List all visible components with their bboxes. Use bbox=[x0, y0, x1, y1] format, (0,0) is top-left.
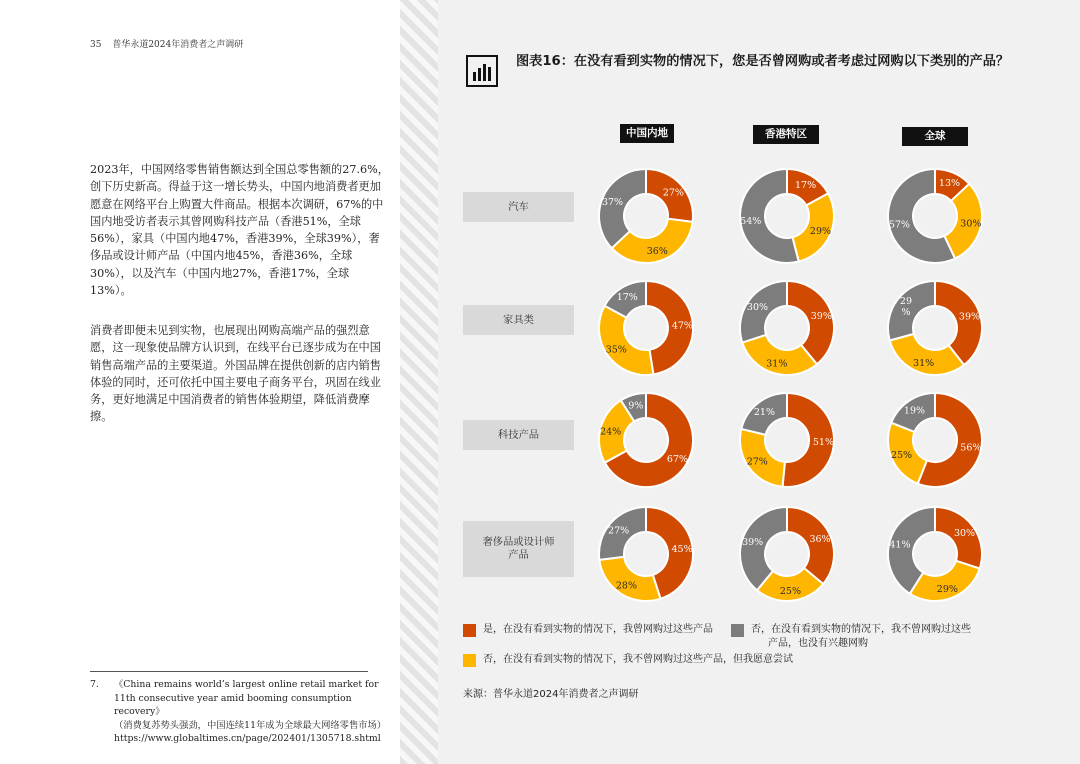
donut-label-cars-mainland-no-interest: 37% bbox=[601, 197, 624, 209]
legend-label-would-try: 否，在没有看到实物的情况下，我不曾网购过这些产品，但我愿意尝试 bbox=[483, 654, 793, 665]
page-number: 35 bbox=[90, 40, 102, 50]
donut-label-tech-global-no-interest: 19% bbox=[903, 405, 926, 417]
category-label-tech: 科技产品 bbox=[463, 420, 574, 450]
body-paragraph-2: 消费者即便未见到实物，也展现出网购高端产品的强烈意愿，这一现象使品牌方认识到，在线平台已逐步成为在中国销售高端产品的主要渠道。外国品牌在提供创新的店内销售体验的同时，还可依托中国主要电子商务平台，巩固在线业务，更好地满足中国消费者的销售体验期望，降低消费摩擦。 bbox=[90, 324, 381, 424]
body-paragraph-1: 2023年，中国网络零售销售额达到全国总零售额的27.6%，创下历史新高。得益于这一增长势头，中国内地消费者更加愿意在网络平台上购置大件商品。根据本次调研，67%的中国内地受访者表示其曾网购科技产品（香港51%，全球56%），家具（中国内地47%，香港39%，全球39%），奢侈品或设计师产品（中国内地45%，香港36%，全球30%），以及汽车（中国内地27%，香港17%，全球13%）。 bbox=[90, 163, 389, 298]
donut-label-tech-hongkong-yes: 51% bbox=[812, 437, 835, 449]
donut-label-tech-global-would-try: 25% bbox=[890, 449, 913, 461]
legend-label-no-interest-line2: 产品，也没有兴趣网购 bbox=[768, 638, 868, 649]
donut-label-luxury-mainland-yes: 45% bbox=[671, 543, 693, 555]
donut-label-tech-mainland-no-interest: 9% bbox=[628, 400, 644, 412]
report-title: 普华永道2024年消费者之声调研 bbox=[112, 40, 244, 50]
donut-label-furniture-hongkong-would-try: 31% bbox=[766, 358, 788, 370]
figure-title: 图表16：在没有看到实物的情况下，您是否曾网购或者考虑过网购以下类别的产品？ bbox=[516, 54, 1010, 69]
donut-label-tech-hongkong-no-interest: 21% bbox=[753, 406, 775, 418]
donut-label-cars-global-would-try: 30% bbox=[960, 218, 982, 230]
source-note: 来源：普华永道2024年消费者之声调研 bbox=[463, 689, 639, 700]
category-label-furniture: 家具类 bbox=[463, 305, 574, 335]
region-label-global: 全球 bbox=[902, 127, 968, 146]
legend-swatch-yes bbox=[463, 624, 476, 637]
footnote-english-title: 《China remains world’s largest online retail market for 11th consecutive year amid booming consumption recovery》 bbox=[114, 679, 379, 717]
donut-label-cars-hongkong-yes: 17% bbox=[795, 180, 817, 192]
donut-label-furniture-hongkong-yes: 39% bbox=[810, 311, 832, 323]
donut-label-cars-hongkong-no-interest: 54% bbox=[740, 216, 762, 228]
donut-label-luxury-global-yes: 30% bbox=[953, 528, 976, 540]
donut-label-tech-hongkong-would-try: 27% bbox=[746, 456, 768, 468]
donut-slice-furniture-global-no-interest bbox=[888, 281, 935, 341]
region-label-mainland: 中国内地 bbox=[620, 124, 674, 143]
donut-label-furniture-global-yes: 39% bbox=[958, 311, 981, 323]
donut-label-furniture-mainland-yes: 47% bbox=[671, 320, 693, 332]
donut-label-cars-hongkong-would-try: 29% bbox=[809, 225, 832, 237]
footnote-chinese-title: （消费复苏势头强劲，中国连续11年成为全球最大网络零售市场） bbox=[114, 719, 387, 731]
donut-label-tech-mainland-would-try: 24% bbox=[600, 426, 622, 438]
donut-label-luxury-hongkong-yes: 36% bbox=[809, 533, 831, 545]
donut-label-furniture-global-would-try: 31% bbox=[913, 358, 935, 370]
donut-slice-luxury-mainland-would-try bbox=[599, 557, 660, 601]
donut-label-luxury-hongkong-would-try: 25% bbox=[779, 585, 801, 597]
donut-label-luxury-global-would-try: 29% bbox=[936, 583, 958, 595]
legend-swatch-would-try bbox=[463, 654, 476, 667]
donut-label-furniture-hongkong-no-interest: 30% bbox=[746, 302, 769, 314]
donut-slice-luxury-global-would-try bbox=[910, 561, 980, 601]
donut-label-furniture-mainland-would-try: 35% bbox=[605, 344, 627, 356]
donut-label-cars-mainland-yes: 27% bbox=[662, 187, 684, 199]
donut-label-cars-mainland-would-try: 36% bbox=[646, 246, 668, 258]
donut-label-luxury-global-no-interest: 41% bbox=[889, 539, 911, 551]
donut-label-tech-global-yes: 56% bbox=[960, 442, 982, 454]
donut-label-luxury-hongkong-no-interest: 39% bbox=[742, 537, 764, 549]
donut-label-luxury-mainland-would-try: 28% bbox=[615, 580, 638, 592]
legend-label-yes: 是，在没有看到实物的情况下，我曾网购过这些产品 bbox=[483, 624, 713, 635]
category-label-cars: 汽车 bbox=[463, 192, 574, 222]
donut-label-cars-global-yes: 13% bbox=[938, 178, 961, 190]
legend-swatch-no-interest bbox=[731, 624, 744, 637]
footnote-url[interactable]: https://www.globaltimes.cn/page/202401/1305718.shtml bbox=[114, 733, 381, 744]
category-label-luxury: 奢侈品或设计师产品 bbox=[463, 521, 574, 577]
region-label-hongkong: 香港特区 bbox=[753, 125, 819, 144]
donut-label-furniture-mainland-no-interest: 17% bbox=[616, 292, 638, 304]
donut-label-tech-mainland-yes: 67% bbox=[666, 454, 688, 466]
legend-label-no-interest-line1: 否，在没有看到实物的情况下，我不曾网购过这些 bbox=[751, 624, 971, 635]
donut-label-cars-global-no-interest: 57% bbox=[888, 219, 910, 231]
donut-label-furniture-global-no-interest: 29 % bbox=[899, 295, 913, 318]
footnote-number: 7. bbox=[90, 679, 99, 690]
donut-label-luxury-mainland-no-interest: 27% bbox=[608, 525, 630, 537]
